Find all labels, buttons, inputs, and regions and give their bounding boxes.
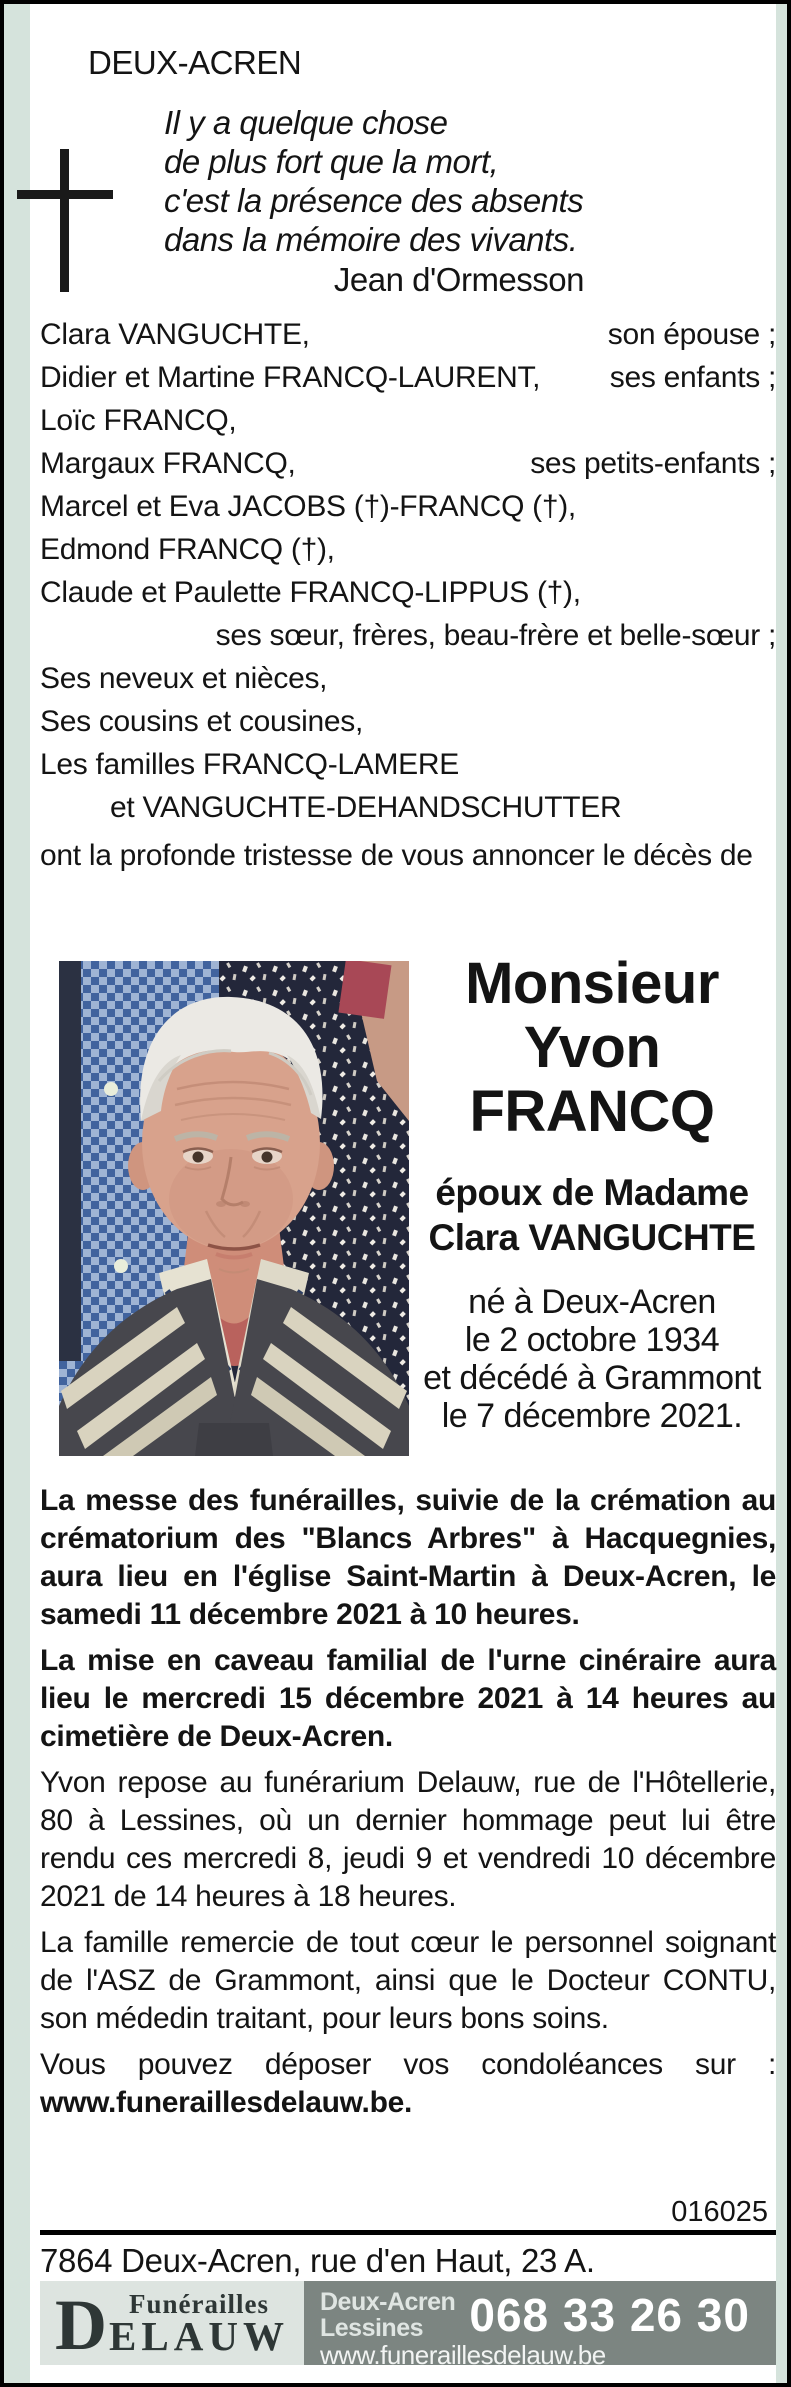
spouse-intro: époux de Madame: [435, 1172, 749, 1213]
banner-website: www.funeraillesdelauw.be: [320, 2340, 606, 2370]
family-name: Loïc FRANCQ,: [40, 404, 237, 437]
family-name: Didier et Martine FRANCQ-LAURENT,: [40, 361, 541, 394]
banner-town-deux-acren: Deux-Acren: [320, 2288, 456, 2316]
announcement-text: ont la profonde tristesse de vous annoncer le décès de: [40, 839, 753, 872]
family-name: et VANGUCHTE-DEHANDSCHUTTER: [110, 791, 622, 824]
right-border-strip: [776, 4, 787, 2383]
quote-line: Il y a quelque chose: [164, 104, 448, 141]
family-row: [40, 614, 776, 657]
town-label: DEUX-ACREN: [88, 44, 302, 81]
logo-delauw-rest: ELAUW: [109, 2313, 289, 2359]
birth-death-dates: [408, 1283, 776, 1435]
portrait-photo: [59, 961, 409, 1456]
family-row: [40, 399, 776, 442]
deceased-first-name: Yvon: [523, 1015, 661, 1080]
family-relation: son épouse ;: [607, 318, 776, 351]
deceased-last-name: FRANCQ: [469, 1079, 715, 1144]
family-relation: ses enfants ;: [609, 361, 776, 394]
notice-paragraph: La famille remercie de tout cœur le personnel soignant de l'ASZ de Grammont, ainsi que le Docteur CONTU, son médedin traitant, pour leurs bons soins.: [40, 1926, 776, 2035]
condolence-url: www.funeraillesdelauw.be.: [40, 2086, 413, 2119]
quote-text: [164, 103, 606, 259]
funeral-home-logo: [40, 2281, 304, 2365]
serial-number: 016025: [671, 2196, 768, 2228]
logo-delauw-initial: D: [55, 2285, 108, 2365]
notice-paragraph: La messe des funérailles, suivie de la crémation au crématorium des "Blancs Arbres" à Hacquegnies, aura lieu en l'église Saint-Martin à Deux-Acren, le samedi 11 décembre 2021 à 10 heures.: [40, 1484, 776, 1631]
funeral-home-address: 7864 Deux-Acren, rue d'en Haut, 23 A.: [40, 2242, 595, 2279]
family-row: [40, 356, 776, 399]
family-row: [40, 571, 776, 614]
logo-funerailles: Funérailles: [128, 2289, 269, 2319]
family-row: [40, 528, 776, 571]
family-name: Marcel et Eva JACOBS (†)-FRANCQ (†),: [40, 490, 576, 523]
left-border-strip: [4, 4, 30, 2383]
deceased-title: Monsieur: [465, 951, 719, 1016]
family-name: Clara VANGUCHTE,: [40, 318, 310, 351]
date-line: et décédé à Grammont: [423, 1359, 761, 1397]
family-name: Claude et Paulette FRANCQ-LIPPUS (†),: [40, 576, 581, 609]
family-name: Ses neveux et nièces,: [40, 662, 328, 695]
family-name: Les familles FRANCQ-LAMERE: [40, 748, 459, 781]
family-name: Edmond FRANCQ (†),: [40, 533, 335, 566]
date-line: né à Deux-Acren: [468, 1283, 716, 1321]
funeral-home-banner: [40, 2281, 776, 2370]
banner-town-lessines: Lessines: [320, 2314, 424, 2342]
family-row: [40, 786, 776, 829]
notice-paragraphs: [40, 1482, 776, 2130]
family-row: [40, 657, 776, 700]
quote-line: de plus fort que la mort,: [164, 143, 499, 180]
banner-phone-number: 068 33 26 30: [469, 2289, 750, 2341]
date-line: le 7 décembre 2021.: [441, 1397, 743, 1435]
memorial-quote: [164, 103, 606, 299]
portrait-illustration: [59, 961, 409, 1456]
notice-paragraph: Vous pouvez déposer vos condoléances sur : www.funeraillesdelauw.be.: [40, 2048, 776, 2119]
family-name: Ses cousins et cousines,: [40, 705, 363, 738]
quote-attribution: Jean d'Ormesson: [333, 261, 584, 298]
deceased-block: [408, 952, 776, 1435]
family-relation: ses petits-enfants ;: [530, 447, 776, 480]
spouse-name: Clara VANGUCHTE: [428, 1217, 756, 1258]
divider-rule: [40, 2230, 776, 2235]
quote-line: dans la mémoire des vivants.: [164, 221, 578, 258]
quote-line: c'est la présence des absents: [164, 182, 584, 219]
family-relation: ses sœur, frères, beau-frère et belle-sœur ;: [215, 619, 776, 652]
family-list: [40, 313, 776, 877]
family-row: [40, 743, 776, 786]
family-row: [40, 313, 776, 356]
banner-contact-panel: [304, 2281, 776, 2370]
family-name: Margaux FRANCQ,: [40, 447, 296, 480]
family-row: [40, 442, 776, 485]
notice-paragraph: La mise en caveau familial de l'urne cinéraire aura lieu le mercredi 15 décembre 2021 à 14 heures au cimetière de Deux-Acren.: [40, 1644, 776, 1753]
date-line: le 2 octobre 1934: [464, 1321, 720, 1359]
family-row: [40, 700, 776, 743]
notice-paragraph: Yvon repose au funérarium Delauw, rue de l'Hôtellerie, 80 à Lessines, où un dernier hommage peut lui être rendu ces mercredi 8, jeudi 9 et vendredi 10 décembre 2021 de 14 heures à 18 heures.: [40, 1766, 776, 1913]
family-row: [40, 485, 776, 528]
